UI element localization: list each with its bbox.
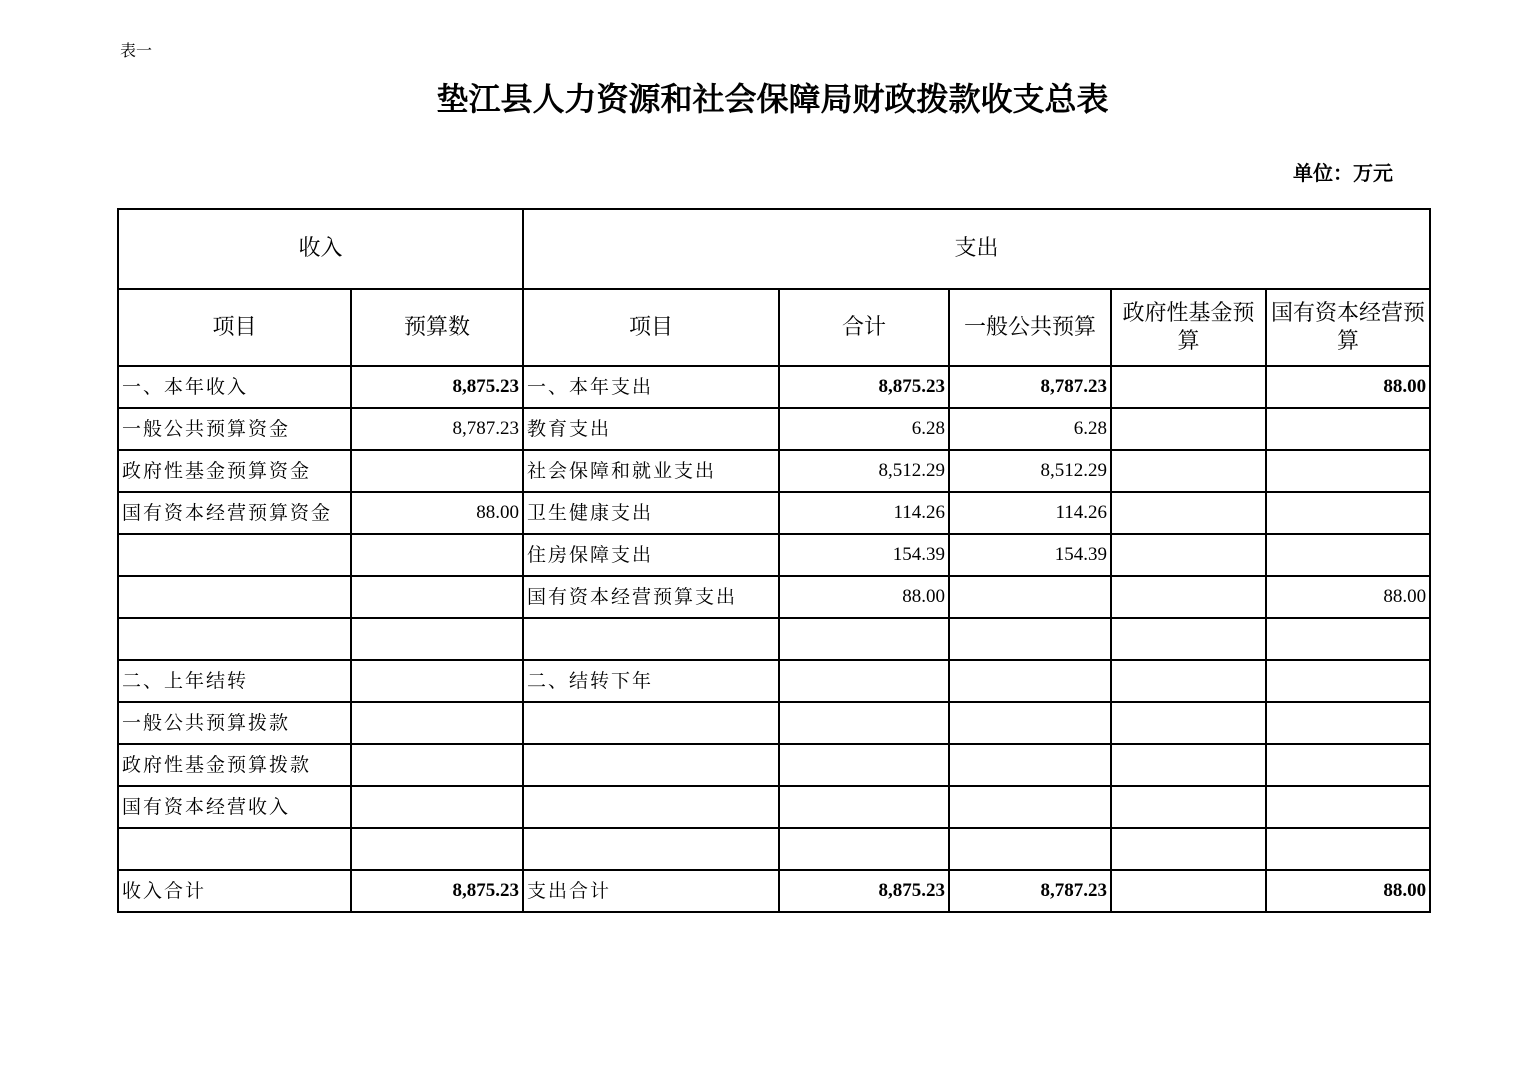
amount-cell — [1266, 534, 1430, 576]
table-row — [118, 450, 1430, 492]
amount-cell — [351, 702, 523, 744]
table-row — [118, 366, 1430, 408]
amount-cell — [949, 702, 1111, 744]
income-item-cell: 政府性基金预算拨款 — [118, 744, 351, 786]
amount-cell: 8,787.23 — [949, 366, 1111, 408]
amount-cell — [1266, 618, 1430, 660]
amount-cell — [1111, 660, 1266, 702]
amount-cell — [779, 828, 949, 870]
amount-cell — [1266, 450, 1430, 492]
amount-cell: 88.00 — [1266, 576, 1430, 618]
amount-cell — [351, 618, 523, 660]
amount-cell — [1111, 618, 1266, 660]
expense-item-cell — [523, 744, 779, 786]
table-row — [118, 870, 1430, 912]
budget-table — [117, 208, 1431, 913]
income-item-cell — [118, 828, 351, 870]
amount-cell — [779, 786, 949, 828]
amount-cell — [351, 828, 523, 870]
amount-cell — [949, 744, 1111, 786]
amount-cell — [351, 744, 523, 786]
amount-cell — [1266, 744, 1430, 786]
amount-cell: 8,875.23 — [351, 870, 523, 912]
expense-item-cell: 社会保障和就业支出 — [523, 450, 779, 492]
table-row — [118, 786, 1430, 828]
income-item-cell: 二、上年结转 — [118, 660, 351, 702]
amount-cell — [351, 534, 523, 576]
expense-item-cell: 一、本年支出 — [523, 366, 779, 408]
amount-cell — [779, 744, 949, 786]
amount-cell — [351, 576, 523, 618]
table-row — [118, 618, 1430, 660]
col-header-total: 合计 — [779, 289, 949, 366]
col-header-state-capital-budget: 国有资本经营预算 — [1266, 289, 1430, 366]
amount-cell — [779, 618, 949, 660]
amount-cell — [351, 450, 523, 492]
amount-cell — [1266, 408, 1430, 450]
col-header-general-budget: 一般公共预算 — [949, 289, 1111, 366]
table-row — [118, 660, 1430, 702]
amount-cell: 8,512.29 — [779, 450, 949, 492]
amount-cell — [1111, 534, 1266, 576]
amount-cell — [779, 660, 949, 702]
amount-cell: 8,787.23 — [351, 408, 523, 450]
table-row — [118, 492, 1430, 534]
amount-cell — [1111, 744, 1266, 786]
amount-cell — [949, 786, 1111, 828]
amount-cell: 6.28 — [779, 408, 949, 450]
amount-cell — [1111, 408, 1266, 450]
expense-item-cell — [523, 702, 779, 744]
table-row — [118, 702, 1430, 744]
amount-cell: 8,512.29 — [949, 450, 1111, 492]
amount-cell: 88.00 — [1266, 870, 1430, 912]
expense-item-cell: 住房保障支出 — [523, 534, 779, 576]
expense-item-cell — [523, 786, 779, 828]
income-item-cell: 国有资本经营预算资金 — [118, 492, 351, 534]
amount-cell — [779, 702, 949, 744]
expense-item-cell — [523, 618, 779, 660]
amount-cell — [351, 660, 523, 702]
amount-cell — [1266, 828, 1430, 870]
amount-cell: 8,875.23 — [779, 870, 949, 912]
table-row — [118, 576, 1430, 618]
amount-cell — [949, 618, 1111, 660]
income-item-cell: 一般公共预算拨款 — [118, 702, 351, 744]
amount-cell — [1266, 702, 1430, 744]
table-row — [118, 744, 1430, 786]
amount-cell: 8,875.23 — [779, 366, 949, 408]
col-header-fund-budget: 政府性基金预算 — [1111, 289, 1266, 366]
amount-cell — [1266, 660, 1430, 702]
amount-cell — [949, 660, 1111, 702]
amount-cell — [1111, 366, 1266, 408]
amount-cell — [351, 786, 523, 828]
amount-cell — [949, 828, 1111, 870]
section-income: 收入 — [118, 209, 523, 289]
amount-cell — [1111, 702, 1266, 744]
income-item-cell — [118, 534, 351, 576]
amount-cell — [1266, 492, 1430, 534]
amount-cell — [1111, 576, 1266, 618]
amount-cell: 88.00 — [351, 492, 523, 534]
amount-cell — [949, 576, 1111, 618]
amount-cell — [1111, 492, 1266, 534]
amount-cell: 114.26 — [949, 492, 1111, 534]
amount-cell — [1111, 450, 1266, 492]
page-title: 垫江县人力资源和社会保障局财政拨款收支总表 — [436, 80, 1109, 118]
expense-item-cell: 国有资本经营预算支出 — [523, 576, 779, 618]
expense-item-cell — [523, 828, 779, 870]
expense-item-cell: 支出合计 — [523, 870, 779, 912]
amount-cell: 88.00 — [779, 576, 949, 618]
amount-cell: 154.39 — [949, 534, 1111, 576]
column-header-row — [118, 289, 1430, 366]
expense-item-cell: 卫生健康支出 — [523, 492, 779, 534]
income-item-cell: 国有资本经营收入 — [118, 786, 351, 828]
income-item-cell: 政府性基金预算资金 — [118, 450, 351, 492]
amount-cell: 8,875.23 — [351, 366, 523, 408]
table-row — [118, 828, 1430, 870]
amount-cell — [1111, 870, 1266, 912]
section-expense: 支出 — [523, 209, 1430, 289]
col-header-expense-item: 项目 — [523, 289, 779, 366]
amount-cell: 88.00 — [1266, 366, 1430, 408]
col-header-budget-amount: 预算数 — [351, 289, 523, 366]
section-header-row — [118, 209, 1430, 289]
amount-cell: 114.26 — [779, 492, 949, 534]
amount-cell: 154.39 — [779, 534, 949, 576]
col-header-income-item: 项目 — [118, 289, 351, 366]
income-item-cell — [118, 618, 351, 660]
table-row — [118, 534, 1430, 576]
income-item-cell: 一般公共预算资金 — [118, 408, 351, 450]
amount-cell — [1111, 786, 1266, 828]
amount-cell — [1111, 828, 1266, 870]
income-item-cell: 收入合计 — [118, 870, 351, 912]
income-item-cell — [118, 576, 351, 618]
income-item-cell: 一、本年收入 — [118, 366, 351, 408]
amount-cell: 8,787.23 — [949, 870, 1111, 912]
amount-cell — [1266, 786, 1430, 828]
expense-item-cell: 教育支出 — [523, 408, 779, 450]
table-row — [118, 408, 1430, 450]
table-label: 表一 — [120, 41, 153, 60]
expense-item-cell: 二、结转下年 — [523, 660, 779, 702]
unit-label: 单位：万元 — [1293, 161, 1393, 185]
amount-cell: 6.28 — [949, 408, 1111, 450]
